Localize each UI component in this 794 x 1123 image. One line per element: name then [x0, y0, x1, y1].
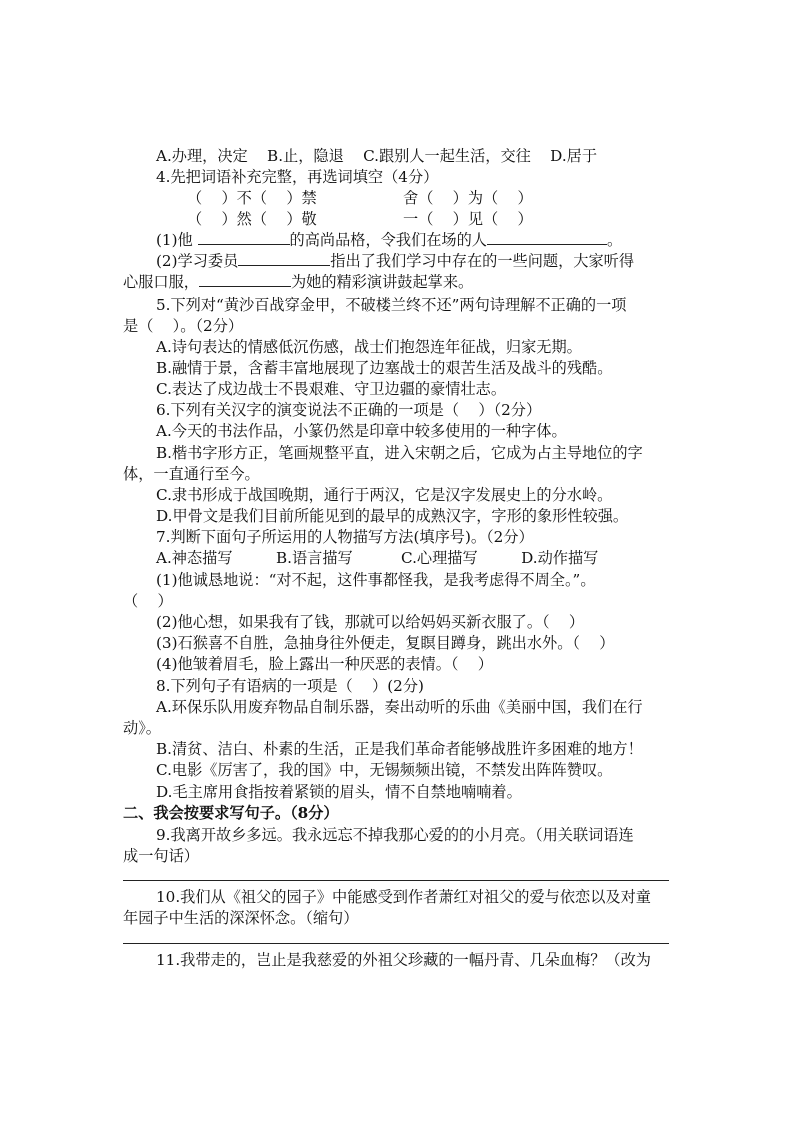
q6-option-b: B.楷书字形方正，笔画规整平直，进入宋朝之后，它成为占主导地位的字 — [156, 444, 643, 462]
q10-answer-line[interactable] — [123, 943, 669, 944]
section-two-heading: 二、我会按要求写句子。（8分） — [123, 804, 339, 822]
q8-option-b: B.清贫、洁白、朴素的生活，正是我们革命者能够战胜许多困难的地方！ — [156, 740, 643, 758]
q6-option-d: D.甲骨文是我们目前所能见到的最早的成熟汉字，字形的象形性较强。 — [156, 507, 629, 525]
q6-stem: 6.下列有关汉字的演变说法不正确的一项是（ ）（2分） — [156, 401, 542, 419]
q4-words-row2-right: 一（ ）见（ ） — [403, 210, 533, 228]
q11-prompt: 11.我带走的，岂止是我慈爱的外祖父珍藏的一幅丹青、几朵血梅？（改为 — [156, 951, 651, 969]
q5-stem: 5.下列对“黄沙百战穿金甲，不破楼兰终不还”两句诗理解不正确的一项 — [156, 296, 627, 314]
q7-sentence-4: (4)他皱着眉毛，脸上露出一种厌恶的表情。（ ） — [156, 655, 493, 673]
q10-prompt: 10.我们从《祖父的园子》中能感受到作者萧红对祖父的爱与依恋以及对童 — [156, 888, 651, 906]
q4-words-row1-right: 舍（ ）为（ ） — [403, 189, 533, 207]
q5-option-b: B.融情于景，含蓄丰富地展现了边塞战士的艰苦生活及战斗的残酷。 — [156, 359, 613, 377]
q4-stem: 4.先把词语补充完整，再选词填空（4分） — [156, 168, 439, 186]
q6-option-b-cont: 体，一直通行至今。 — [123, 465, 260, 483]
q4-sentence-1: (1)他 的高尚品格，令我们在场的人 。 — [156, 231, 623, 249]
q4-words-row2-left: （ ）然（ ）敬 — [187, 210, 317, 228]
q8-option-d: D.毛主席用食指按着紧锁的眉头，情不自禁地喃喃着。 — [156, 783, 522, 801]
q4-sentence-2: (2)学习委员 指出了我们学习中存在的一些问题，大家听得 — [156, 252, 635, 270]
q7-sentence-3: (3)石猴喜不自胜，急抽身往外便走，复瞑目蹲身，跳出水外。（ ） — [156, 634, 615, 652]
fill-blank[interactable] — [198, 230, 290, 245]
q8-option-a-cont: 动》。 — [123, 719, 161, 737]
q5-option-a: A.诗句表达的情感低沉伤感，战士们抱怨连年征战，归家无期。 — [156, 338, 582, 356]
q7-stem: 7.判断下面句子所运用的人物描写方法(填序号)。（2分） — [156, 528, 534, 546]
q8-option-c: C.电影《厉害了，我的国》中，无锡频频出镜，不禁发出阵阵赞叹。 — [156, 761, 613, 779]
q10-prompt-cont: 年园子中生活的深深怀念。（缩句） — [123, 909, 359, 927]
q7-sentence-1: (1)他诚恳地说：“对不起，这件事都怪我，是我考虑得不周全。”。 — [156, 571, 596, 589]
q4-words-row1-left: （ ）不（ ）禁 — [187, 189, 317, 207]
q3-options: A.办理，决定 B.止，隐退 C.跟别人一起生活，交往 D.居于 — [156, 147, 598, 165]
q7-sentence-1-answer: （ ） — [123, 592, 173, 610]
q6-option-a: A.今天的书法作品，小篆仍然是印章中较多使用的一种字体。 — [156, 422, 567, 440]
q9-prompt: 9.我离开故乡多远。我永远忘不掉我那心爱的的小月亮。（用关联词语连 — [156, 826, 634, 844]
q4-sentence-2-cont: 心服口服， 为她的精彩演讲鼓起掌来。 — [123, 273, 474, 291]
q5-option-c: C.表达了戍边战士不畏艰难、守卫边疆的豪情壮志。 — [156, 380, 507, 398]
q7-options: A.神态描写 B.语言描写 C.心理描写 D.动作描写 — [156, 549, 599, 567]
q9-answer-line[interactable] — [123, 880, 669, 881]
q8-stem: 8.下列句子有语病的一项是（ ）(2分) — [156, 677, 424, 695]
q6-option-c: C.隶书形成于战国晚期，通行于两汉，它是汉字发展史上的分水岭。 — [156, 486, 613, 504]
fill-blank[interactable] — [199, 272, 291, 287]
q5-stem-cont: 是（ ）。（2分） — [123, 317, 244, 335]
fill-blank[interactable] — [238, 251, 330, 266]
q7-sentence-2: (2)他心想，如果我有了钱，那就可以给妈妈买新衣服了。（ ） — [156, 613, 585, 631]
q8-option-a: A.环保乐队用废弃物品自制乐器，奏出动听的乐曲《美丽中国，我们在行 — [156, 698, 643, 716]
q9-prompt-cont: 成一句话） — [123, 847, 199, 865]
fill-blank[interactable] — [487, 230, 607, 245]
